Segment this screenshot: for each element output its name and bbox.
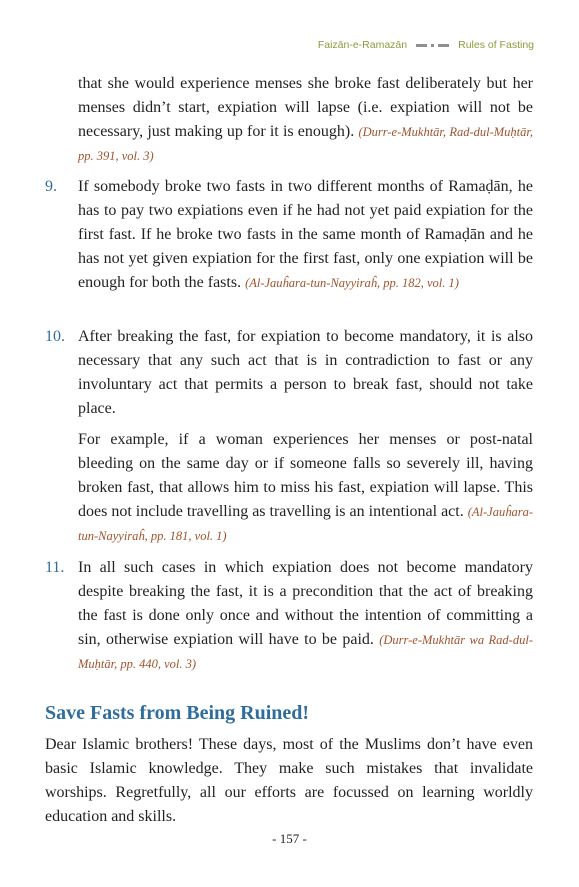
reference-citation: (Al-Jauĥara-tun-Nayyiraĥ, pp. 182, vol. 1)	[245, 276, 459, 290]
section-body: Dear Islamic brothers! These days, most of the Muslims don’t have even basic Islamic knowledge. They make such mistakes that invalidate worships. Regretfully, all our efforts are focussed on learning worldly education and skills.	[45, 736, 533, 825]
paragraph: If somebody broke two fasts in two different months of Ramaḍān, he has to pay two expiations even if he had not yet paid expiation for the first fast. If he broke two fasts in the same month of Ramaḍān and he has not yet given expiation for the first fast, only one expiation will be enough for both the fasts. (Al-Jauĥara-tun-Nayyiraĥ, pp. 182, vol. 1)	[78, 178, 533, 291]
section-heading: Save Fasts from Being Ruined!	[45, 702, 310, 724]
item-number: 9.	[45, 178, 57, 195]
book-title: Faizān-e-Ramazān	[317, 39, 408, 51]
item-number: 10.	[45, 328, 65, 345]
reference-citation: (Durr-e-Mukhtār, Rad-dul-Muḥtār, pp. 391, vol. 3)	[78, 125, 534, 163]
running-header	[318, 39, 534, 51]
header-separator	[416, 44, 449, 47]
paragraph: For example, if a woman experiences her menses or post-natal bleeding on the same day or if someone falls so severely ill, having broken fast, that allows him to miss his fast, expiation will lapse. This does not include travelling as travelling is an intentional act. (Al-Jauĥara-tun-Nayyiraĥ, pp. 181, vol. 1)	[78, 431, 534, 543]
chapter-title: Rules of Fasting	[458, 39, 534, 51]
reference-citation: (Durr-e-Mukhtār wa Rad-dul-Muḥtār, pp. 440, vol. 3)	[78, 633, 533, 671]
paragraph: After breaking the fast, for expiation to become mandatory, it is also necessary that any such act that is in contradiction to fast or any involuntary act that permits a person to break fast, should not take place.	[78, 328, 533, 417]
page-number: - 157 -	[272, 831, 307, 846]
paragraph: that she would experience menses she broke fast deliberately but her menses didn’t start, expiation will lapse (i.e. expiation will not be necessary, just making up for it is enough). (Durr-e-Mukhtār, Rad-dul-Muḥtār, pp. 391, vol. 3)	[78, 75, 534, 163]
paragraph: In all such cases in which expiation does not become mandatory despite breaking the fast, it is a precondition that the act of breaking the fast is done only once and without the intention of committing a sin, otherwise expiation will have to be paid. (Durr-e-Mukhtār wa Rad-dul-Muḥtār, pp. 440, vol. 3)	[78, 559, 533, 671]
reference-citation: (Al-Jauĥara-tun-Nayyiraĥ, pp. 181, vol. 1)	[78, 505, 534, 543]
item-number: 11.	[45, 559, 65, 576]
